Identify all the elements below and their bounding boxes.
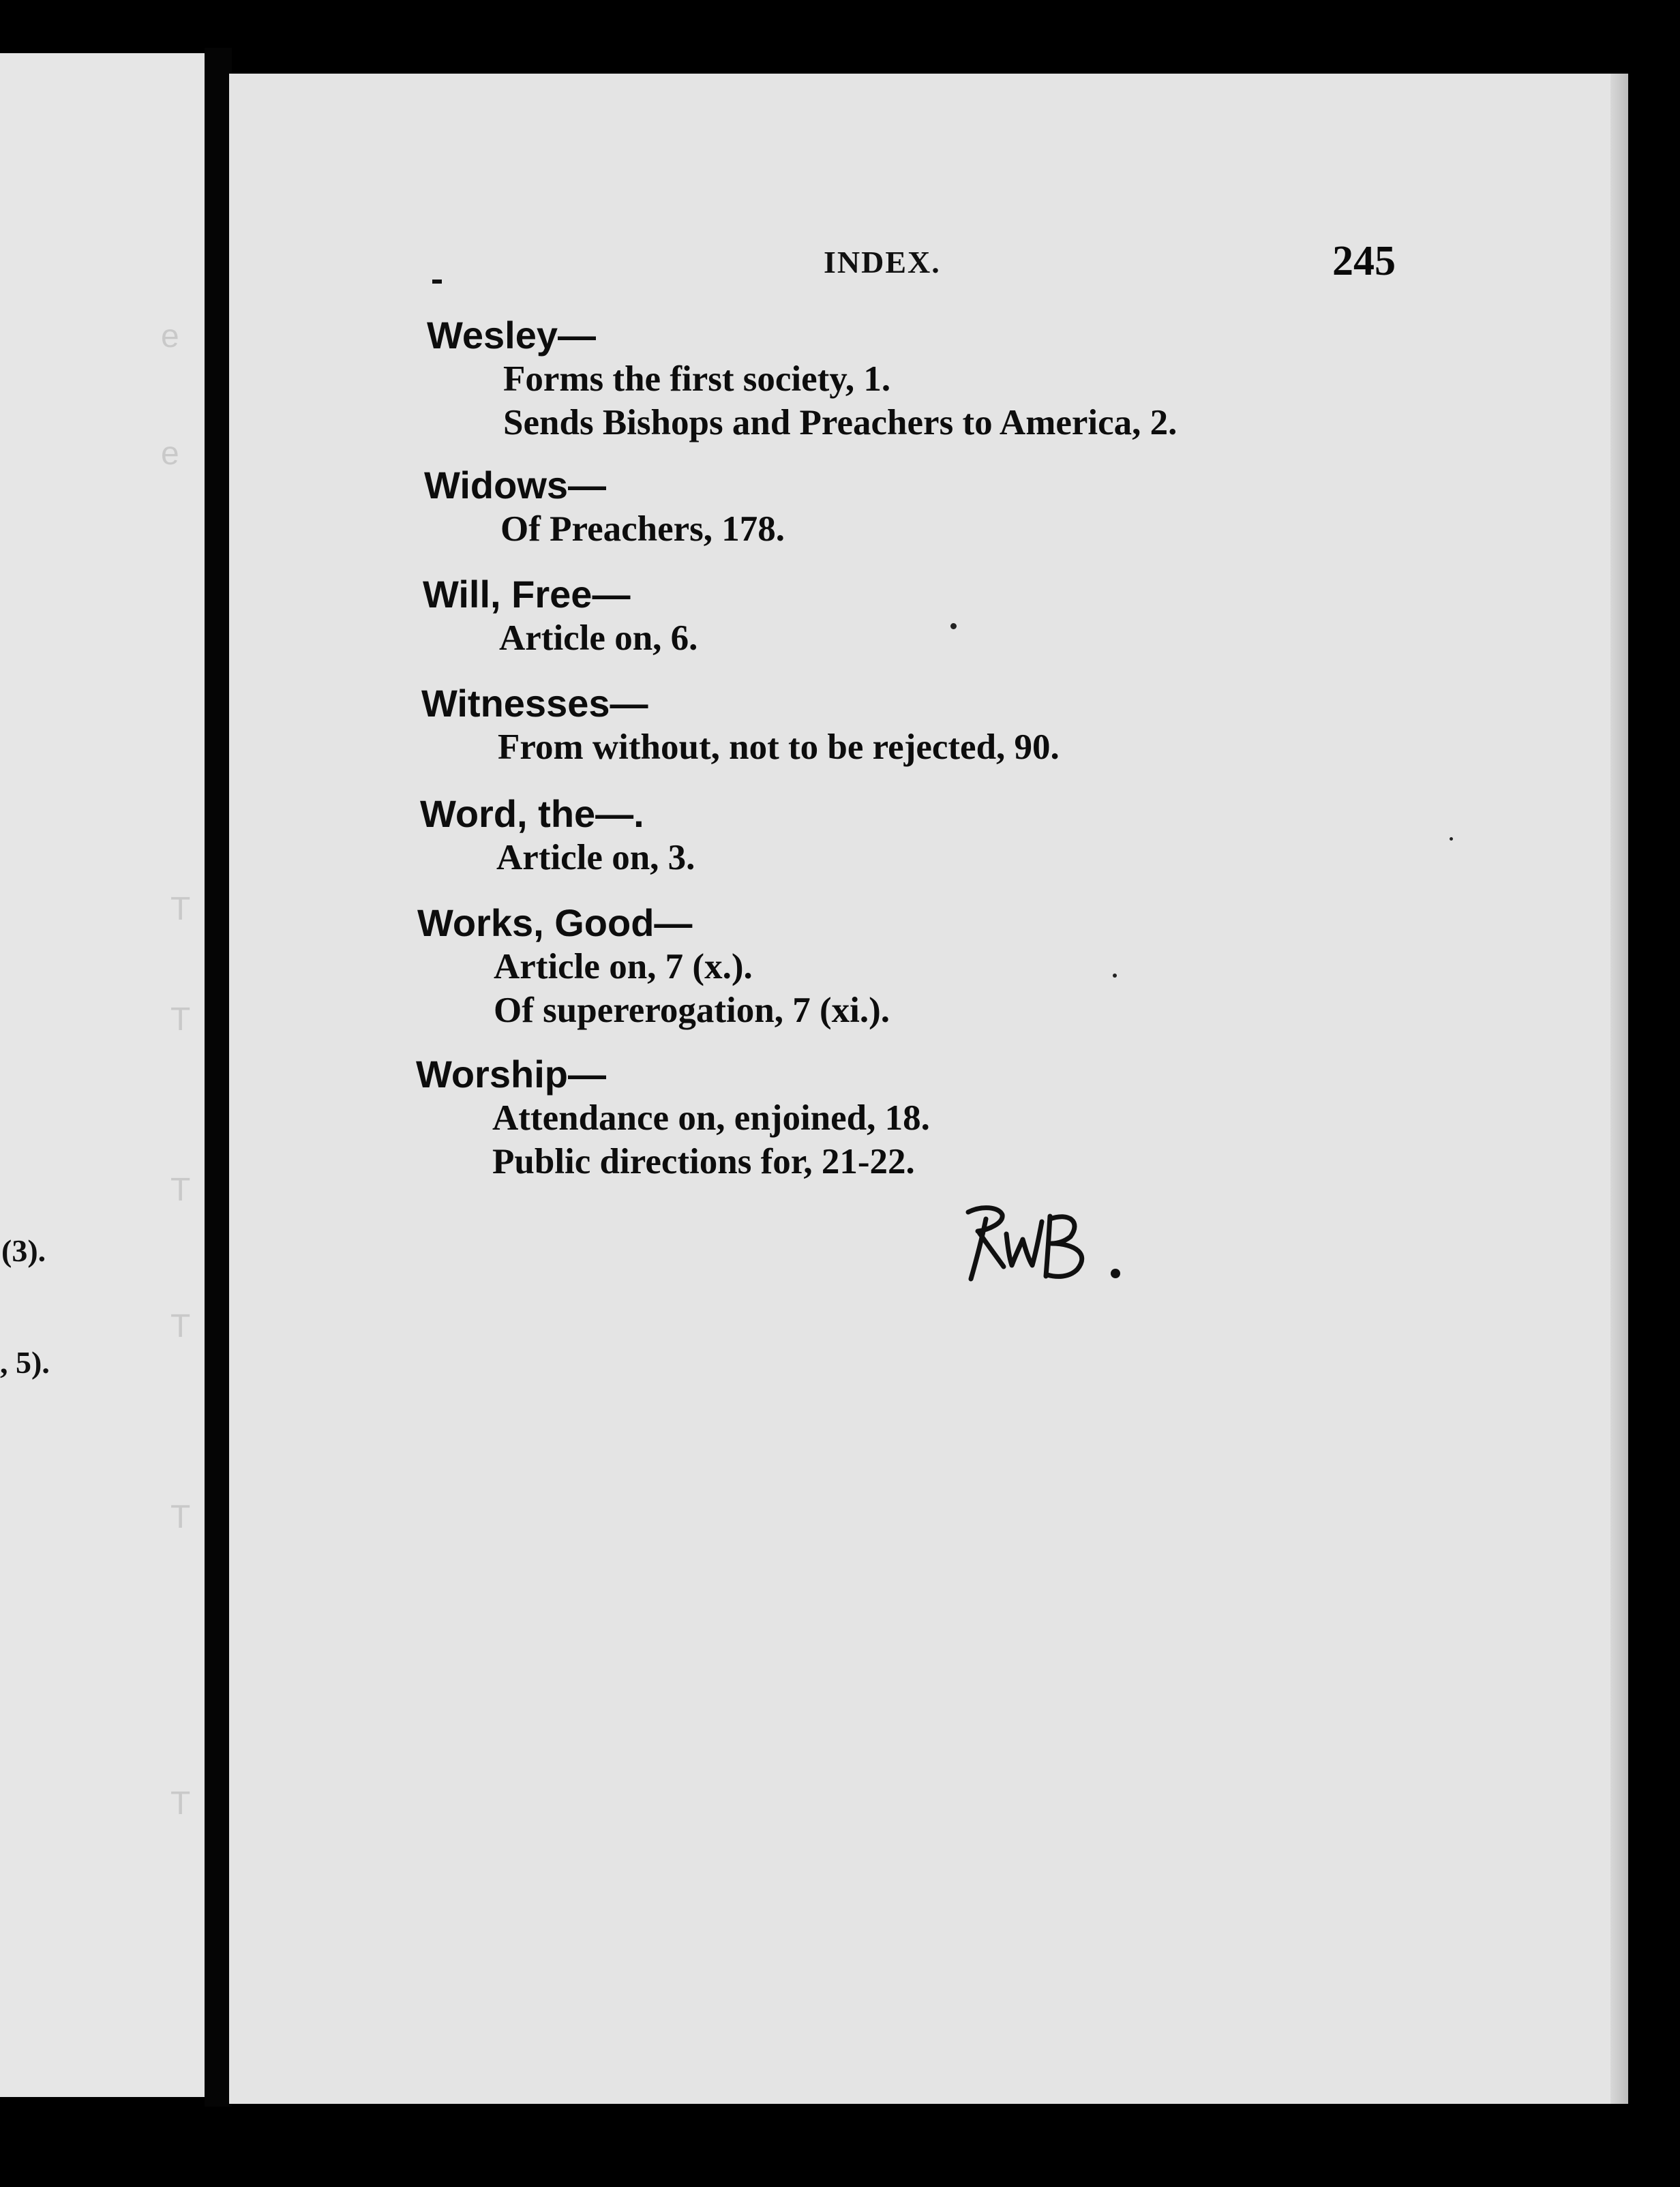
index-entry-word (420, 792, 695, 879)
index-entry-worship (416, 1053, 930, 1183)
left-page-fragment: (3). (1, 1233, 46, 1268)
entry-subentry: Sends Bishops and Preachers to America, 2. (503, 403, 1178, 442)
ink-speck (1113, 974, 1117, 978)
ink-speck (1450, 837, 1453, 841)
entry-subentry: Attendance on, enjoined, 18. (492, 1098, 930, 1138)
index-entry-widows (424, 464, 785, 551)
left-facing-page (0, 53, 205, 2097)
index-entry-will-free (423, 573, 698, 660)
index-entry-wesley (427, 314, 1177, 444)
left-page-fragment: , 5). (0, 1345, 50, 1380)
index-entry-witnesses (421, 682, 1060, 769)
right-page (229, 74, 1628, 2104)
entry-subentry: Of supererogation, 7 (xi.). (494, 991, 890, 1030)
entry-subentry: Public directions for, 21-22. (492, 1142, 915, 1181)
ink-speck (950, 623, 957, 629)
entry-heading: Works, Good— (417, 901, 693, 944)
entry-subentry: Article on, 3. (496, 838, 695, 877)
entry-heading: Word, the—. (420, 792, 644, 835)
page-edge-shadow (1610, 74, 1628, 2104)
entry-heading: Widows— (424, 464, 607, 507)
printer-mark (432, 280, 442, 284)
book-gutter (205, 48, 232, 2107)
entry-heading: Witnesses— (421, 682, 648, 725)
running-head: INDEX. (824, 245, 941, 280)
entry-heading: Wesley— (427, 314, 596, 357)
entry-subentry: Forms the first society, 1. (503, 359, 891, 399)
entry-heading: Will, Free— (423, 573, 631, 616)
bleed-through-text: e e T T T T T T (161, 318, 191, 1822)
entry-subentry: Article on, 7 (x.). (494, 947, 753, 986)
entry-subentry: From without, not to be rejected, 90. (498, 727, 1060, 767)
index-entry-works-good (417, 901, 890, 1032)
page-number: 245 (1332, 238, 1396, 284)
entry-subentry: Of Preachers, 178. (500, 509, 785, 549)
handwritten-initials (961, 1192, 1139, 1294)
entry-subentry: Article on, 6. (499, 618, 698, 658)
entry-heading: Worship— (416, 1053, 606, 1096)
